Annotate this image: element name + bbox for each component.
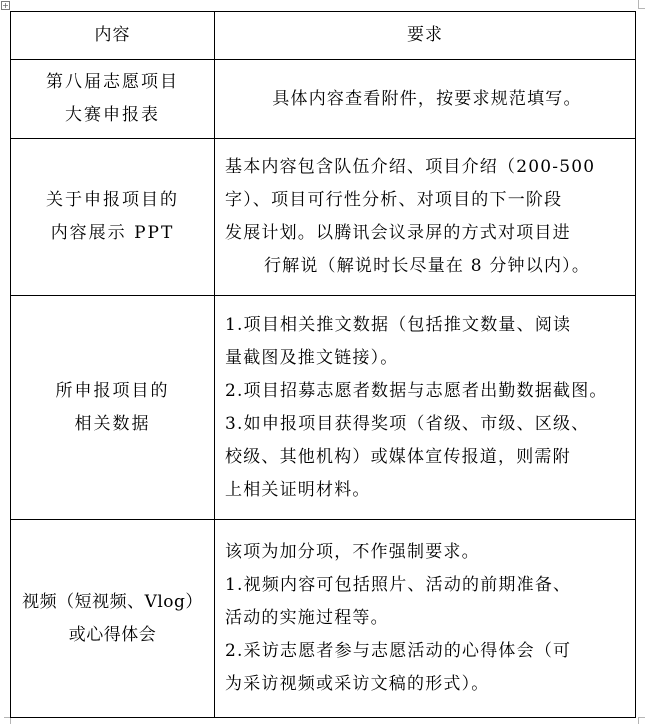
row-content-cell [11,60,215,139]
cell-line: 2.采访志愿者参与志愿活动的心得体会（可 [225,641,572,661]
row-requirement-cell [215,139,636,296]
cell-line: 具体内容查看附件，按要求规范填写。 [272,88,582,109]
table-header-row [11,12,636,60]
cell-line: 关于申报项目的 [46,190,179,210]
cell-line: 字）、项目可行性分析、对项目的下一阶段 [225,190,563,210]
row-requirement-cell [215,296,636,520]
table-row [11,296,636,520]
cell-line: 所申报项目的 [55,380,170,401]
cell-line: 1.项目相关推文数据（包括推文数量、阅读 [225,314,572,335]
cell-line: 量截图及推文链接）。 [225,347,399,368]
cell-line: 上相关证明材料。 [225,479,371,500]
table-row [11,60,636,139]
cell-line: 活动的实施过程等。 [225,608,389,628]
header-requirement: 要求 [215,12,636,60]
row-requirement-cell [215,60,636,139]
cell-line: 为采访视频或采访文稿的形式）。 [225,674,490,694]
cell-line: 第八届志愿项目 [46,72,179,92]
row-content-cell [11,296,215,520]
cell-line: 3.如申报项目获得奖项（省级、市级、区级、 [225,413,590,434]
cell-line: 内容展示 PPT [50,223,175,243]
page-corner-mark [4,717,11,724]
row-content-cell [11,520,215,718]
cell-line: 基本内容包含队伍介绍、项目介绍（200-500 [225,157,596,177]
cell-line: 1.视频内容可包括照片、活动的前期准备、 [225,575,572,595]
cell-line: 视频（短视频、Vlog） [22,591,203,612]
cell-line: 相关数据 [74,413,151,434]
cell-line: 发展计划。以腾讯会议录屏的方式对项目进 [225,223,571,243]
row-requirement-cell [215,520,636,718]
requirements-table [10,11,636,718]
page-corner-mark [638,0,645,9]
table-row [11,520,636,718]
table-row [11,139,636,296]
cell-line: 该项为加分项，不作强制要求。 [225,542,480,562]
cell-line: 大赛申报表 [65,105,160,125]
row-content-cell [11,139,215,296]
cell-line: 校级、其他机构）或媒体宣传报道，则需附 [225,446,571,467]
cell-line: 2.项目招募志愿者数据与志愿者出勤数据截图。 [225,380,608,401]
header-content: 内容 [11,12,215,60]
page-corner-mark [638,717,645,724]
table-anchor-icon[interactable]: + [2,1,9,10]
cell-line: 行解说（解说时长尽量在 8 分钟以内）。 [263,256,591,276]
cell-line: 或心得体会 [68,624,157,645]
